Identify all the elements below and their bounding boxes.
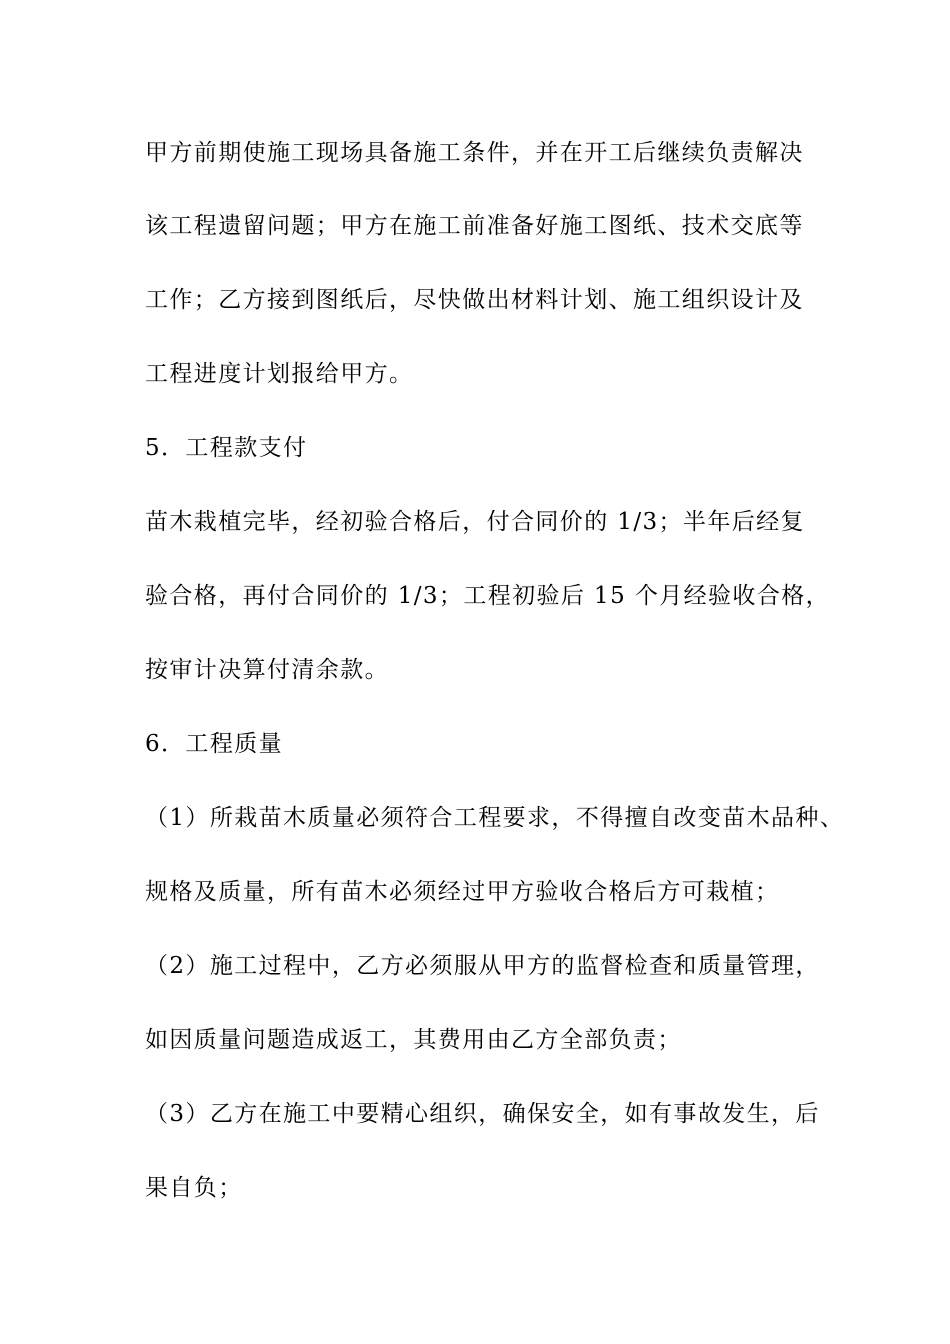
list-item-line: （1）所栽苗木质量必须符合工程要求，不得擅自改变苗木品种、	[145, 805, 845, 831]
list-item-line: （2）施工过程中，乙方必须服从甲方的监督检查和质量管理，	[145, 953, 820, 979]
paragraph-line: 工作；乙方接到图纸后，尽快做出材料计划、施工组织设计及	[145, 287, 804, 313]
section-heading: 5．工程款支付	[145, 435, 308, 461]
paragraph-line: 验合格，再付合同价的 1/3；工程初验后 15 个月经验收合格，	[145, 583, 831, 609]
list-item-line: 果自负；	[145, 1175, 243, 1201]
paragraph-line: 工程进度计划报给甲方。	[145, 361, 414, 387]
paragraph-line: 甲方前期使施工现场具备施工条件，并在开工后继续负责解决	[145, 140, 804, 166]
list-item-line: （3）乙方在施工中要精心组织，确保安全，如有事故发生，后	[145, 1101, 820, 1127]
paragraph-line: 按审计决算付清余款。	[145, 657, 389, 683]
list-item-line: 规格及质量，所有苗木必须经过甲方验收合格后方可栽植；	[145, 879, 780, 905]
paragraph-line: 苗木栽植完毕，经初验合格后，付合同价的 1/3；半年后经复	[145, 509, 805, 535]
paragraph-line: 该工程遗留问题；甲方在施工前准备好施工图纸、技术交底等	[145, 213, 804, 239]
list-item-line: 如因质量问题造成返工，其费用由乙方全部负责；	[145, 1027, 682, 1053]
section-heading: 6．工程质量	[145, 731, 284, 757]
